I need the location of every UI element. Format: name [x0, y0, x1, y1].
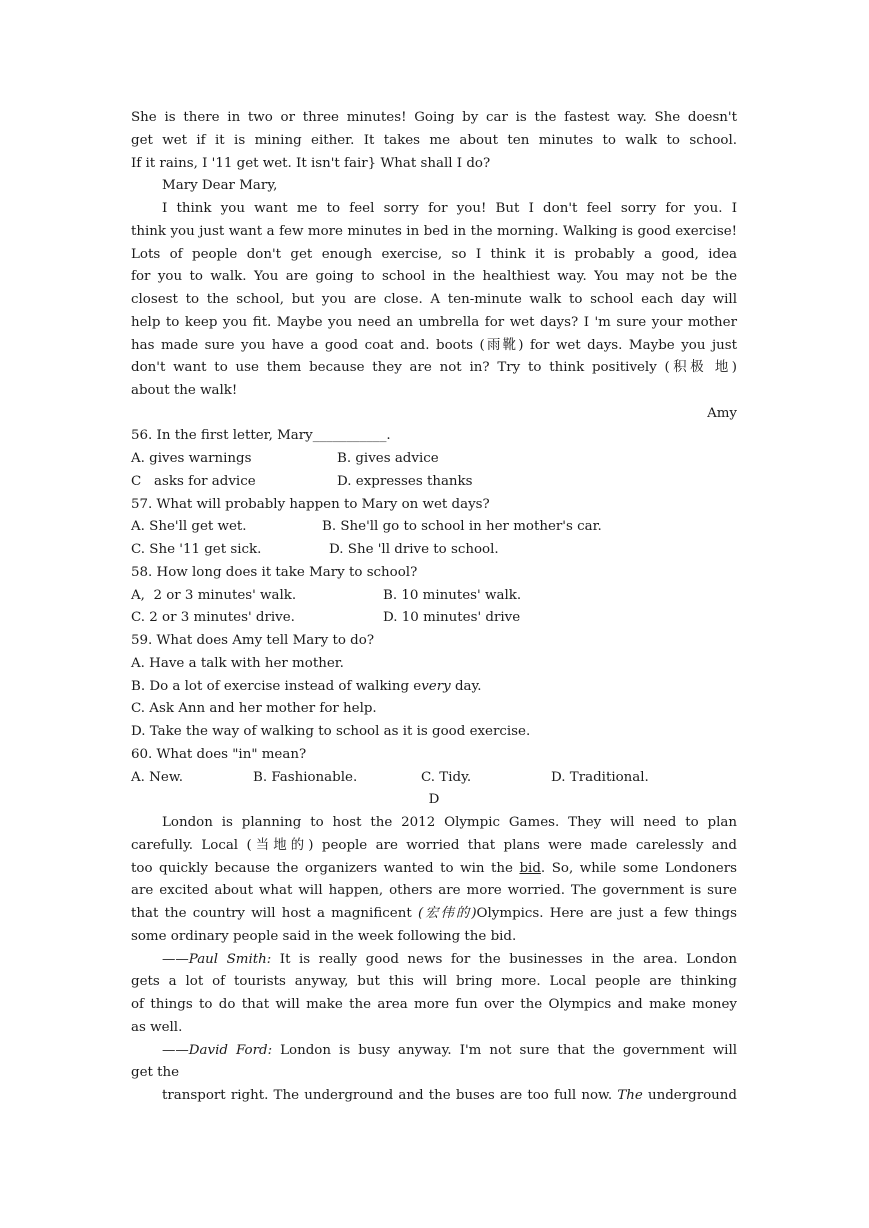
question-58-stem: 58. How long does it take Mary to school? — [131, 565, 418, 580]
reply-line: think you just want a few more minutes in bed in the morning. Walking is good exercise! — [131, 224, 737, 239]
option-a: A. She'll get wet. — [131, 519, 247, 534]
passage-line: get the — [131, 1065, 180, 1080]
option-d: D. expresses thanks — [337, 474, 473, 489]
option-c: C. She '11 get sick. — [131, 542, 262, 557]
letter-line: get wet if it is mining either. It takes me about ten minutes to walk to school. — [131, 133, 737, 148]
option-c: C. 2 or 3 minutes' drive. — [131, 610, 295, 625]
quote-dash: —— — [162, 952, 189, 967]
passage-text: transport right. The underground and the buses are too full now. — [162, 1088, 618, 1103]
reply-line: help to keep you fit. Maybe you need an umbrella for wet days? I 'm sure your mother — [131, 315, 737, 330]
option-a: A. New. — [131, 770, 183, 785]
question-58-options-row — [131, 587, 737, 605]
question-56-options-row — [131, 473, 737, 491]
option-a: A, 2 or 3 minutes' walk. — [131, 588, 297, 603]
question-56-stem: 56. In the first letter, Mary___________. — [131, 428, 391, 443]
letter-line: If it rains, I '11 get wet. It isn't fair} What shall I do? — [131, 156, 491, 171]
passage-line: carefully. Local (当地的) people are worried that plans were made carelessly and — [131, 838, 737, 853]
passage-line: London is planning to host the 2012 Olympic Games. They will need to plan — [162, 815, 737, 830]
passage-text: too quickly because the organizers wanted to win the — [131, 861, 520, 876]
option-d: D. Take the way of walking to school as it is good exercise. — [131, 724, 531, 739]
quote-dash: —— — [162, 1043, 189, 1058]
option-d: D. Traditional. — [551, 770, 649, 785]
option-b: B. gives advice — [337, 451, 439, 466]
option-b: B. 10 minutes' walk. — [383, 588, 522, 603]
passage-line: some ordinary people said in the week following the bid. — [131, 929, 517, 944]
option-d: D. She 'll drive to school. — [329, 542, 499, 557]
option-a: A. Have a talk with her mother. — [131, 656, 344, 671]
option-b: B. Fashionable. — [253, 770, 358, 785]
letter-line: She is there in two or three minutes! Going by car is the fastest way. She doesn't — [131, 110, 737, 125]
passage-line: of things to do that will make the area more fun over the Olympics and make money — [131, 997, 737, 1012]
option-c: C. Ask Ann and her mother for help. — [131, 701, 377, 716]
question-56-options-row — [131, 450, 737, 468]
passage-text: that the country will host a magnificent — [131, 906, 418, 921]
quote-text: It is really good news for the businesses in the area. London — [271, 952, 737, 967]
option-c: C asks for advice — [131, 474, 256, 489]
passage-line: as well. — [131, 1020, 183, 1035]
question-57-options-row — [131, 518, 737, 536]
quote-paul-smith — [162, 951, 737, 969]
passage-text-end: underground — [642, 1088, 737, 1103]
reply-line: about the walk! — [131, 383, 238, 398]
option-b-text: B. Do a lot of exercise instead of walking e — [131, 679, 422, 694]
question-60-stem: 60. What does "in" mean? — [131, 747, 307, 762]
question-57-stem: 57. What will probably happen to Mary on wet days? — [131, 497, 490, 512]
passage-italic: The — [617, 1088, 643, 1103]
speaker-name: Paul Smith: — [188, 952, 272, 967]
question-57-options-row — [131, 541, 737, 559]
option-c: C. Tidy. — [421, 770, 472, 785]
option-b: B. She'll go to school in her mother's car. — [322, 519, 602, 534]
reply-line: don't want to use them because they are not in? Try to think positively (积极 地) — [131, 360, 737, 375]
quote-text: London is busy anyway. I'm not sure that the government will — [272, 1043, 738, 1058]
reply-line: Lots of people don't get enough exercise, so I think it is probably a good, idea — [131, 247, 737, 262]
reply-line: has made sure you have a good coat and. boots (雨靴) for wet days. Maybe you just — [131, 338, 737, 353]
option-b-italic: very — [421, 679, 451, 694]
underlined-word-bid: bid — [519, 861, 541, 876]
signature-mary: Mary Dear Mary, — [162, 178, 278, 193]
passage-line — [162, 1087, 737, 1105]
section-label: D — [428, 792, 440, 807]
passage-text-end: . So, while some Londoners — [540, 861, 737, 876]
option-a: A. gives warnings — [131, 451, 252, 466]
option-b — [131, 678, 737, 696]
option-d: D. 10 minutes' drive — [383, 610, 521, 625]
question-59-stem: 59. What does Amy tell Mary to do? — [131, 633, 374, 648]
reply-line: closest to the school, but you are close. A ten-minute walk to school each day will — [131, 292, 737, 307]
passage-line: are excited about what will happen, others are more worried. The government is sure — [131, 883, 737, 898]
speaker-name: David Ford: — [188, 1043, 273, 1058]
passage-line: gets a lot of tourists anyway, but this will bring more. Local people are thinking — [131, 974, 737, 989]
option-b-text-end: day. — [450, 679, 482, 694]
quote-david-ford — [162, 1042, 737, 1060]
passage-text-end: Olympics. Here are just a few things — [476, 906, 737, 921]
gloss-magnificent: (宏伟的) — [417, 906, 477, 921]
passage-line — [131, 860, 737, 878]
question-60-options-row — [131, 769, 737, 787]
signature-amy: Amy — [707, 406, 737, 421]
question-58-options-row — [131, 609, 737, 627]
reply-line: I think you want me to feel sorry for you! But I don't feel sorry for you. I — [162, 201, 737, 216]
reply-line: for you to walk. You are going to school in the healthiest way. You may not be the — [131, 269, 737, 284]
passage-line — [131, 905, 737, 923]
